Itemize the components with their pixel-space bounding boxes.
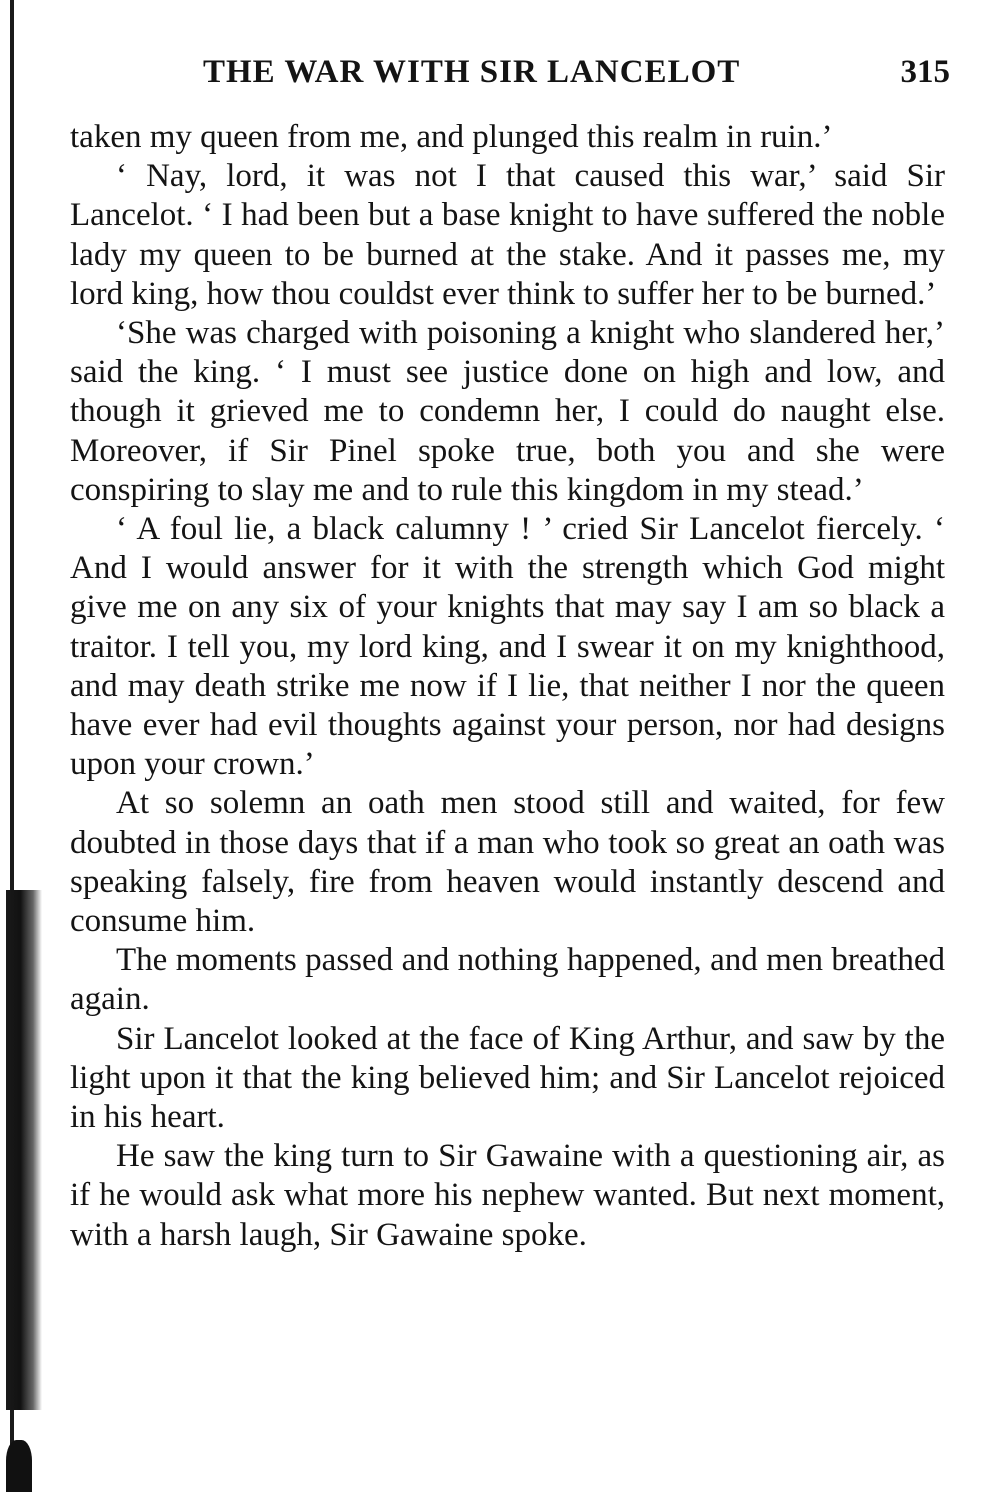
paragraph: At so solemn an oath men stood still and waited, for few doubted in those days that if a man who took so great an oath was speaking falsely, fire from heaven would instantly descend and consume him. [70,785,945,940]
binding-shadow [6,890,42,1410]
page-number: 315 [900,54,950,90]
paragraph: The moments passed and nothing happened, and men breathed again. [70,942,945,1018]
body-text [70,118,945,1255]
running-header [60,54,950,104]
binding-shadow-bottom [6,1440,32,1492]
paragraph: ‘ Nay, lord, it was not I that caused this war,’ said Sir Lancelot. ‘ I had been but a base knight to have suffered the noble lady my queen to be burned at the stake. And it passes me, my lord king, how thou couldst ever think to suffer her to be burned.’ [70,158,945,312]
paragraph: ‘She was charged with poisoning a knight who slandered her,’ said the king. ‘ I must see justice done on high and low, and though it grieved me to condemn her, I could do naught else. Moreover, if Sir Pinel spoke true, both you and she were conspiring to slay me and to rule this kingdom in my stead.’ [70,315,945,508]
paragraph: He saw the king turn to Sir Gawaine with a questioning air, as if he would ask what more his nephew wanted. But next moment, with a harsh laugh, Sir Gawaine spoke. [70,1138,945,1253]
paragraph: Sir Lancelot looked at the face of King Arthur, and saw by the light upon it that the king believed him; and Sir Lancelot rejoiced in his heart. [70,1020,945,1136]
paragraph: taken my queen from me, and plunged this realm in ruin.’ [70,119,833,155]
running-title: THE WAR WITH SIR LANCELOT [203,54,741,90]
paragraph: ‘ A foul lie, a black calumny ! ’ cried Sir Lancelot fiercely. ‘ And I would answer for it with the strength which God might give me on any six of your knights that may say I am so black a traitor. I tell you, my lord king, and I swear it on my knighthood, and may death strike me now if I lie, that neither I nor the queen have ever had evil thoughts against your person, nor had designs upon your crown.’ [70,511,945,783]
